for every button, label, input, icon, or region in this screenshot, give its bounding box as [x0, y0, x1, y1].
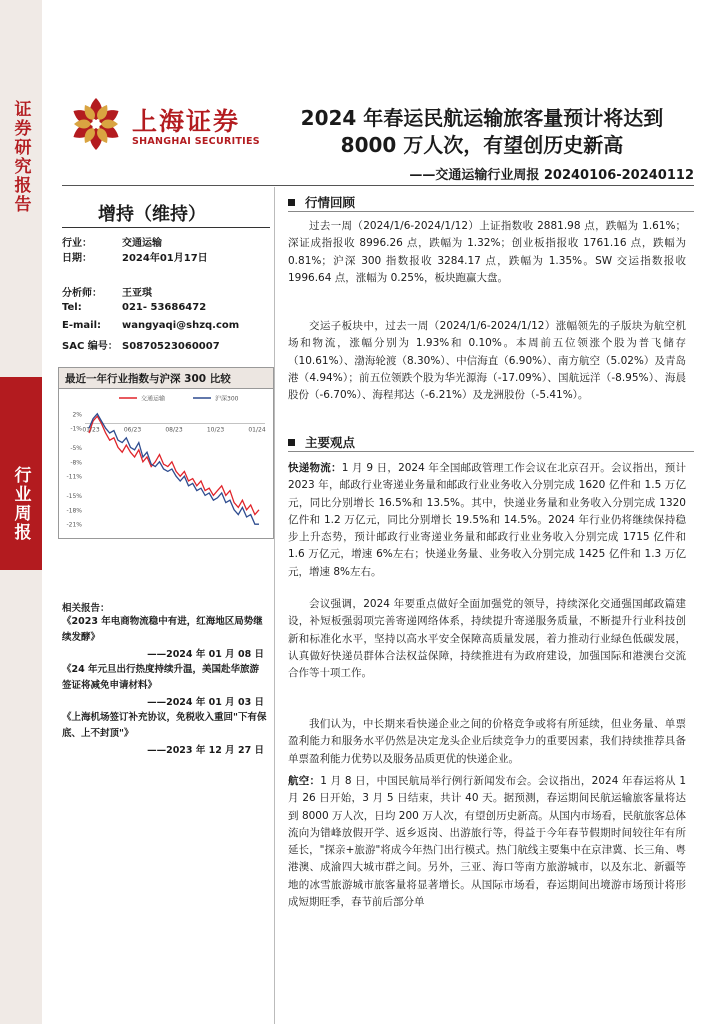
info-tel-key: Tel:: [62, 302, 82, 313]
info-date: [62, 249, 208, 264]
aviation-label: 航空：: [288, 775, 321, 787]
related-report-2-date: ——2024 年 01 月 03 日: [147, 697, 264, 708]
y-tick-label: -5%: [70, 444, 82, 452]
info-date-value: 2024年01月17日: [122, 253, 208, 264]
chart-plot: [59, 389, 273, 537]
report-title-line-2: 8000 万人次，有望创历史新高: [340, 133, 624, 157]
section-bullet-icon: [288, 199, 295, 206]
info-email-key: E-mail:: [62, 320, 102, 331]
header-divider: [62, 185, 694, 186]
info-analyst: [62, 284, 152, 299]
section-bullet-icon: [288, 439, 295, 446]
info-sac-key: SAC 编号：: [62, 341, 118, 352]
x-tick-label: 01/24: [248, 426, 266, 434]
y-tick-label: -18%: [66, 507, 82, 515]
brand-name-en: SHANGHAI SECURITIES: [132, 136, 260, 147]
section-market-review-title: 行情回顾: [305, 195, 356, 210]
related-report-1-date: ——2024 年 01 月 08 日: [147, 649, 264, 660]
brand-name-cn: 上海证券: [132, 107, 241, 136]
x-tick-label: 01/23: [82, 426, 100, 434]
related-report-1[interactable]: 《2023 年电商物流稳中有进，红海地区局势继续发酵》: [62, 616, 263, 643]
report-type-label: 证券研究报告: [10, 100, 31, 214]
aviation-paragraph-1: [288, 773, 686, 911]
info-sac: [62, 337, 220, 352]
report-category-label: 行业周报: [10, 466, 31, 542]
y-tick-label: -1%: [70, 425, 82, 433]
info-date-key: 日期：: [62, 253, 92, 264]
legend-label: 沪深300: [215, 395, 239, 403]
express-paragraph-1: [288, 460, 686, 581]
x-tick-label: 10/23: [206, 426, 225, 434]
chart-header: [59, 368, 273, 389]
section-market-review: [288, 193, 355, 211]
express-label: 快递物流：: [288, 462, 342, 474]
aviation-text-1: 1 月 8 日，中国民航局举行例行新闻发布会。会议指出，2024 年春运将从 1 月 26 日开始，3 月 5 日结束，共计 40 天。据预测，春运期间民航运输旅客量将达到 8000 万人次，日均 200 万人次，有望创历史新高。从国内市场看，民航旅客总体流向为错峰放假开学、返乡返岗、出游旅行等，得益于今年春节假期时间较往年有所延长，"探亲+旅游"将成今年热门出行模式。热门航线主要集中在京津冀、长三角、粤港澳、成渝四大城市群之间。另外，三亚、海口等南方旅游城市，以及东北、新疆等地的冰雪旅游城市旅客量将显著增长。从国际市场看，春运期间出境游市场预计将形成短期旺季，春节前后部分单: [288, 775, 687, 909]
related-report-3-date: ——2023 年 12 月 27 日: [147, 745, 264, 756]
market-paragraph-1: 过去一周（2024/1/6-2024/1/12）上证指数收 2881.98 点，跌幅为 1.61%；深证成指报收 8996.26 点，跌幅为 1.32%；创业板指报收 1761.16 点，跌幅为 0.81%；沪深 300 指数报收 3284.17 点，跌幅为 1.35%。SW 交运指数报收 1996.64 点，涨幅为 0.25%，板块跑赢大盘。: [288, 220, 686, 284]
y-tick-label: -8%: [70, 459, 82, 467]
section-main-views-title: 主要观点: [305, 435, 356, 450]
info-tel-value: 021- 53686472: [122, 302, 207, 313]
related-report-3[interactable]: 《上海机场签订补充协议，免税收入重回"下有保底、上不封顶"》: [62, 712, 267, 739]
legend-label: 交通运输: [141, 395, 166, 403]
express-paragraph-3: 我们认为，中长期来看快递企业之间的价格竞争或将有所延续，但业务量、单票盈利能力和服务水平仍然是决定龙头企业后续竞争力的重要因素，我们持续推荐具备单票盈利能力优势以及服务品质更优的快递企业。: [288, 718, 686, 765]
column-divider: [274, 187, 275, 1024]
x-tick-label: 08/23: [165, 426, 183, 434]
express-paragraph-2: 会议强调，2024 年要重点做好全面加强党的领导，持续深化交通强国邮政篇建设，补短板强弱项完善寄递网络体系，持续提升寄递服务质量，不断提升行业科技创新和标准化水平，坚持以高水平安全保障高质量发展，着力推动行业绿色低碳发展，认真做好快递员群体合法权益保障，持续推进有为政府建设，加强国际和港澳台交流合作等十项工作。: [288, 598, 686, 680]
info-analyst-key: 分析师：: [62, 288, 102, 299]
info-industry-key: 行业：: [62, 238, 92, 249]
info-analyst-value: 王亚琪: [122, 288, 152, 299]
info-email: [62, 320, 239, 331]
section-main-views: [288, 433, 355, 451]
sidebar-band-bottom: [0, 570, 42, 1024]
express-text-1: 1 月 9 日，2024 年全国邮政管理工作会议在北京召开。会议指出，预计 2023 年，邮政行业寄递业务量和邮政行业业务收入分别完成 1620 亿件和 1.5 万亿元，同比分别增长 16.5%和 13.5%。其中，快递业务量和业务收入分别完成 1320 亿件和 1.2 万亿元，同比分别增长 19.5%和 14.5%。2024 年行业仍将继续保持稳步上升态势，预计邮政行业寄递业务量和邮政行业业务收入分别完成 1715 亿件和 1.6 万亿元，增速 6%左右；快递业务量、业务收入分别完成 1425 亿件和 1.3 万亿元，增速 8%左右。: [288, 462, 687, 578]
y-tick-label: 2%: [72, 411, 82, 419]
info-email-value[interactable]: wangyaqi@shzq.com: [122, 320, 240, 331]
index-comparison-chart: [58, 367, 274, 539]
related-reports-title: 相关报告：: [62, 603, 110, 614]
report-title-line-1: 2024 年春运民航运输旅客量预计将达到: [300, 106, 664, 130]
related-report-2[interactable]: 《24 年元旦出行热度持续升温，美国赴华旅游签证将减免申请材料》: [62, 664, 260, 691]
info-tel: [62, 302, 206, 313]
y-tick-label: -21%: [66, 521, 82, 529]
flower-logo-icon: [68, 96, 124, 152]
y-tick-label: -11%: [66, 473, 82, 481]
info-industry: [62, 234, 162, 249]
x-tick-label: 06/23: [123, 426, 142, 434]
section-market-divider: [288, 211, 694, 212]
info-sac-value: S0870523060007: [122, 341, 220, 352]
rating: 增持（维持）: [98, 204, 206, 225]
report-subtitle: ——交通运输行业周报 20240106-20240112: [409, 168, 694, 183]
section-views-divider: [288, 451, 694, 452]
rating-divider: [62, 227, 270, 228]
y-tick-label: -15%: [66, 492, 82, 500]
market-paragraph-2: 交运子板块中，过去一周（2024/1/6-2024/1/12）涨幅领先的子版块为航空机场和物流，涨幅分别为 1.93%和 0.10%。本周前五位领涨个股为普飞储存（10.61%）、渤海轮渡（8.30%）、中信海直（6.90%）、南方航空（5.02%）及青岛港（4.94%）；前五位领跌个股为华光源海（-17.09%）、国航远洋（-8.95%）、海晨股份（-6.70%）、海程邦达（-6.21%）及龙洲股份（-5.41%）。: [288, 320, 686, 402]
info-industry-value: 交通运输: [122, 238, 162, 249]
chart-title: 最近一年行业指数与沪深 300 比较: [65, 373, 231, 385]
